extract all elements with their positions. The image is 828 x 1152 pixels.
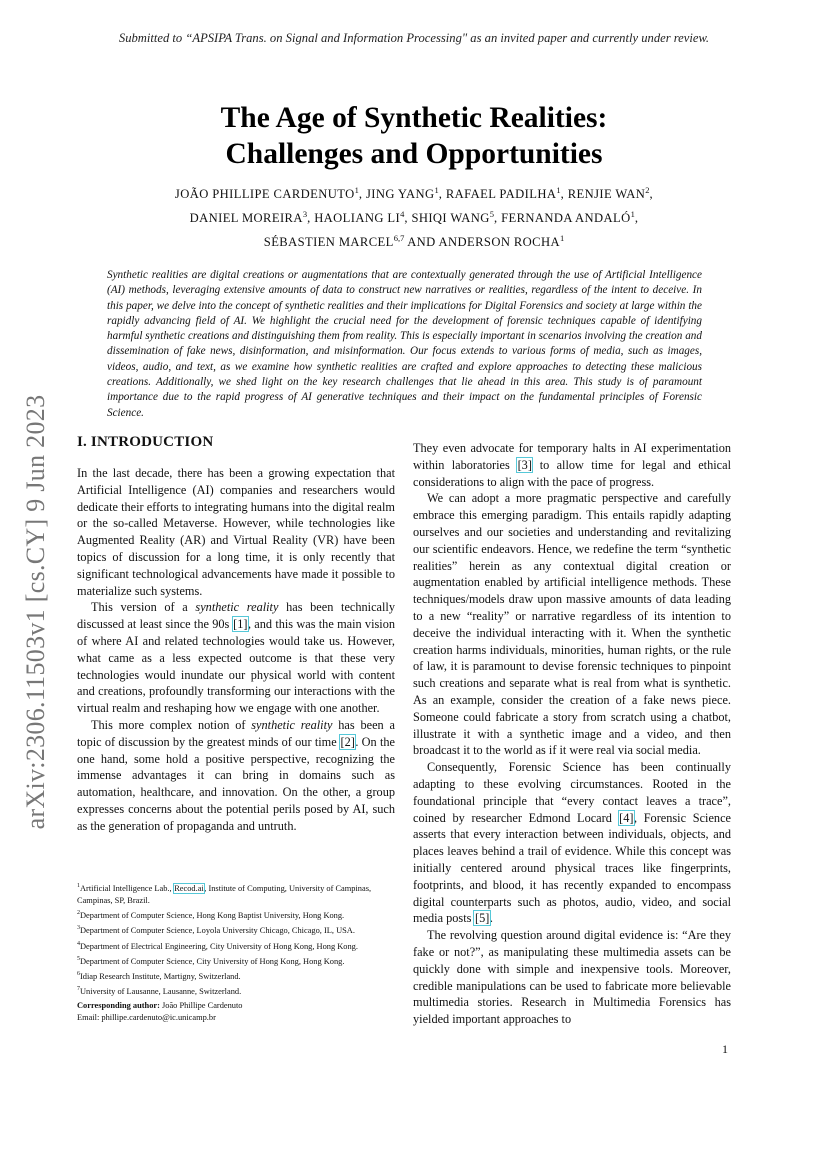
author-name: ANDERSON ROCHA bbox=[438, 235, 560, 250]
author-line-2: DANIEL MOREIRA$^3$, HAOLIANG $LI^4$, SHIQI WANG$^5$, FERNANDA ANDALÓ$^1$, bbox=[189, 209, 639, 226]
text-run: This more complex notion of bbox=[91, 717, 252, 732]
paragraph bbox=[413, 440, 731, 490]
citation-link[interactable]: [5] bbox=[474, 911, 490, 926]
footnote-mark: 6 bbox=[77, 970, 80, 977]
text-run: , Forensic Science asserts that every interaction between individuals, objects, and places leaves behind a trail of evidence. While this concept was initially centered around physical traces like fingerprints, footprints, and blood, it has recently expanded to encompass digital counterparts such as photos, audio, video, and social media posts bbox=[413, 810, 731, 926]
corresponding-author bbox=[77, 1000, 395, 1025]
page-number: 1 bbox=[722, 1042, 728, 1056]
citation-link[interactable]: [4] bbox=[619, 810, 634, 825]
footnotes bbox=[77, 880, 395, 998]
footnote bbox=[77, 983, 395, 998]
paragraph bbox=[413, 759, 731, 927]
footnote-mark: 3 bbox=[77, 925, 80, 932]
author-name: SÉBASTIEN MARCEL bbox=[263, 235, 394, 250]
affiliation-mark: 2 bbox=[645, 185, 650, 195]
affiliation-mark: 6,7 bbox=[393, 233, 405, 244]
affiliation-mark: 1 bbox=[630, 209, 635, 220]
paragraph bbox=[77, 717, 395, 835]
footnote-mark: 1 bbox=[77, 883, 80, 889]
text-run: to allow time for legal and ethical considerations to align with the pace of progress. bbox=[413, 457, 731, 489]
author-name: SHIQI WANG bbox=[411, 211, 490, 226]
footnote-mark: 2 bbox=[77, 910, 80, 917]
text-run: . On the one hand, some hold a positive perspective, recognizing the immense advantages it can bring in domains such as automation, healthcare, and innovation. On the other, a group expresses concerns about the potential perils posed by AI, such as the generation of propaganda and untruth. bbox=[77, 734, 395, 833]
emphasis: synthetic reality bbox=[251, 717, 333, 732]
affiliation-mark: 4 bbox=[400, 209, 405, 220]
text-run: , Institute of Computing, University of Campinas, Campinas, SP, Brazil. bbox=[77, 883, 372, 906]
footnote-mark: 5 bbox=[77, 955, 80, 962]
footnote bbox=[77, 880, 395, 907]
text-run: Department of Computer Science, City University of Hong Kong, Hong Kong. bbox=[80, 956, 345, 966]
author-name: JOÃO PHILLIPE CARDENUTO bbox=[174, 187, 355, 202]
submission-note: Submitted to “APSIPA Trans. on Signal and Information Processing" as an invited paper and currently under review. bbox=[118, 31, 710, 45]
author-name: RENJIE WAN bbox=[567, 187, 646, 202]
affiliation-mark: 1 bbox=[559, 233, 565, 244]
text-run: Consequently, Forensic Science has been continually adapting to these evolving circumstances. Rooted in the foundational principle that “every contact leaves a trace”, coined by researcher Edmond Locard bbox=[413, 760, 731, 825]
text-run: Department of Computer Science, Hong Kong Baptist University, Hong Kong. bbox=[80, 911, 345, 921]
paragraph: The revolving question around digital evidence is: “Are they fake or not?”, as manipulating these multimedia assets can be quickly done with simple and inexpensive tools. Moreover, credible manipulations can be used to fabricate more believable multimedia stories. Research in Multimedia Forensics has yielded important approaches to bbox=[413, 928, 731, 1027]
author-name: JING YANG bbox=[365, 187, 435, 202]
affiliation-mark: 1 bbox=[354, 185, 359, 195]
right-column bbox=[413, 440, 731, 1028]
footnote bbox=[77, 922, 395, 937]
author-line-1: JOÃO PHILLIPE CARDENUTO$^1$, JING YANG$^1$, RAFAEL PADILHA$^1$, RENJIE WAN$^2$, bbox=[174, 185, 654, 202]
author-name: RAFAEL PADILHA bbox=[445, 187, 557, 202]
text-run: They even advocate for temporary halts in AI experimentation within laboratories bbox=[413, 441, 731, 472]
emphasis: synthetic reality bbox=[195, 600, 279, 615]
section-heading: I. INTRODUCTION bbox=[77, 434, 214, 450]
author-list bbox=[0, 180, 828, 253]
title-line-1: The Age of Synthetic Realities: bbox=[220, 102, 608, 134]
author-name: DANIEL MOREIRA bbox=[189, 211, 303, 226]
title-line-2: Challenges and Opportunities bbox=[225, 138, 603, 170]
corresponding-email: Email: phillipe.cardenuto@ic.unicamp.br bbox=[77, 1013, 216, 1023]
footnote bbox=[77, 938, 395, 953]
text-run: has been technically discussed at least since the 90s bbox=[77, 600, 395, 632]
text-run: Artificial Intelligence Lab., bbox=[80, 883, 174, 893]
text-run: Idiap Research Institute, Martigny, Switzerland. bbox=[80, 971, 241, 981]
paragraph: In the last decade, there has been a growing expectation that Artificial Intelligence (AI) companies and researchers would dedicate their efforts to integrating humans into the digital realm or the so-called Metaverse. However, while technologies like Augmented Reality (AR) and Virtual Reality (VR) have been topics of discussion for a long time, it is only recently that significant technological advancements have made it possible to materialize such systems. bbox=[77, 466, 395, 598]
text-run: This version of a bbox=[91, 600, 196, 615]
author-line-3 bbox=[0, 228, 828, 252]
footnote-mark: 4 bbox=[77, 940, 80, 947]
paper-title bbox=[0, 100, 828, 172]
author-name: FERNANDA ANDALÓ bbox=[501, 211, 631, 226]
citation-link[interactable]: [2] bbox=[340, 734, 355, 749]
citation-link[interactable]: [3] bbox=[517, 457, 532, 472]
corresponding-line bbox=[77, 1000, 395, 1012]
corresponding-name: João Phillipe Cardenuto bbox=[159, 1001, 243, 1010]
text-run: University of Lausanne, Lausanne, Switzerland. bbox=[80, 986, 242, 996]
arxiv-identifier: arXiv:2306.11503v1 [cs.CY] 9 Jun 2023 bbox=[21, 394, 50, 830]
affiliation-mark: 5 bbox=[489, 209, 494, 220]
affiliation-mark: 1 bbox=[434, 185, 439, 195]
text-run: Department of Computer Science, Loyola University Chicago, Chicago, IL, USA. bbox=[80, 926, 355, 936]
affiliation-mark: 3 bbox=[302, 209, 308, 220]
corresponding-label: Corresponding author: bbox=[77, 1001, 160, 1010]
footnote bbox=[77, 907, 395, 922]
author-conjunction: AND bbox=[407, 235, 436, 250]
footnote-mark: 7 bbox=[77, 985, 80, 992]
paragraph bbox=[77, 599, 395, 717]
text-run: has been a topic of discussion by the greatest minds of our time bbox=[77, 717, 395, 749]
affiliation-mark: 1 bbox=[556, 185, 561, 195]
left-column bbox=[77, 432, 395, 835]
text-run: . bbox=[489, 911, 493, 926]
citation-link[interactable]: [1] bbox=[233, 617, 248, 632]
text-run: , and this was the main vision of where AI and related technologies would take us. However, what came as a less expected outcome is that these very technologies would inundate our physical world with content and creations, profoundly transforming our interactions with the virtual realm and reshaping how we engage with one another. bbox=[77, 617, 395, 716]
footnote bbox=[77, 953, 395, 968]
paragraph: We can adopt a more pragmatic perspective and carefully embrace this emerging paradigm. This entails rapidly adapting ourselves and our societies and understanding and revitalizing our scientific endeavors. Hence, we redefine the term “synthetic realities” herein as any contextual digital creation or augmentation enabled by artificial intelligence methods. These techniques/models draw upon massive amounts of data leading to a new “reality” or narrative regardless of its intention to deceive the individual interacting with it. When the synthetic creation harms individuals, minorities, human rights, or the rule of law, it is paramount to devise forensic techniques to pinpoint such creations and separate what is real from what is synthetic. As an example, consider the creation of a fake news piece. Someone could fabricate a story from scratch using a chatbot, illustrate it with a synthetic image and a video, and then broadcast it to the world as if it were real via social media. bbox=[413, 491, 731, 758]
recod-link[interactable]: Recod.ai bbox=[174, 883, 204, 893]
text-run: Department of Electrical Engineering, City University of Hong Kong, Hong Kong. bbox=[80, 941, 358, 951]
footnote bbox=[77, 968, 395, 983]
abstract: Synthetic realities are digital creations or augmentations that are contextually generated through the use of Artificial Intelligence (AI) methods, leveraging extensive amounts of data to construct new narratives or realities, regardless of the intent to deceive. In this paper, we delve into the concept of synthetic realities and their implications for Digital Forensics and society at large within the rapidly advancing field of AI. We highlight the crucial need for the development of forensic techniques capable of identifying harmful synthetic creations and distinguishing them from reality. This is especially important in scenarios involving the creation and dissemination of fake news, disinformation, and misinformation. Our focus extends to various forms of media, such as images, videos, audio, and text, as we examine how synthetic realities are crafted and explore approaches to detecting these malicious creations. Additionally, we shed light on the key research challenges that lie ahead in this area. This study is of paramount importance due to the rapid progress of AI generative techniques and their impact on the fundamental principles of Forensic Science. bbox=[107, 269, 702, 419]
author-name: HAOLIANG LI bbox=[314, 211, 401, 226]
